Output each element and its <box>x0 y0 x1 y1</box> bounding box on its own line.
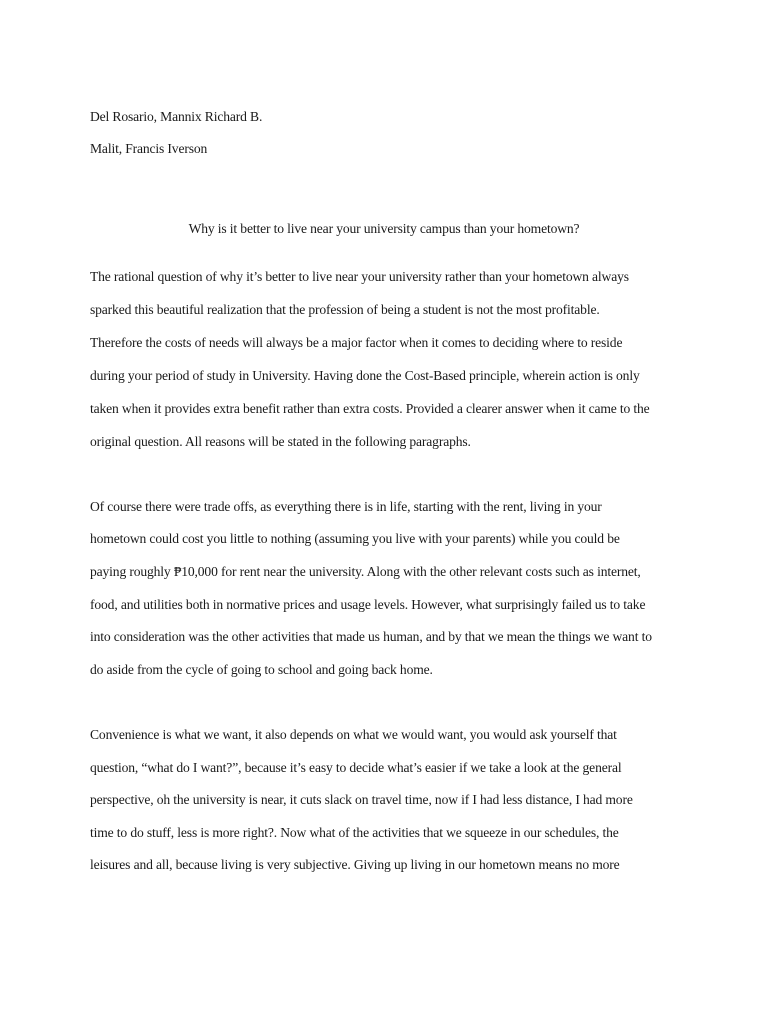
text-line: Convenience is what we want, it also depends on what we would want, you would ask yourself that <box>90 727 617 742</box>
text-line: hometown could cost you little to nothing (assuming you live with your parents) while you could be <box>90 531 620 546</box>
text-line: paying roughly ₱10,000 for rent near the university. Along with the other relevant costs such as internet, <box>90 564 641 579</box>
author-name: Del Rosario, Mannix Richard B. <box>90 109 263 124</box>
text-line: during your period of study in University. Having done the Cost-Based principle, wherein action is only <box>90 368 640 383</box>
text-line: Of course there were trade offs, as everything there is in life, starting with the rent, living in your <box>90 499 602 514</box>
text-line: Therefore the costs of needs will always be a major factor when it comes to deciding where to reside <box>90 335 623 350</box>
text-line: time to do stuff, less is more right?. Now what of the activities that we squeeze in our schedules, the <box>90 825 619 840</box>
essay-title: Why is it better to live near your university campus than your hometown? <box>188 221 580 236</box>
text-line: original question. All reasons will be stated in the following paragraphs. <box>90 434 471 449</box>
text-line: do aside from the cycle of going to school and going back home. <box>90 662 433 677</box>
text-line: perspective, oh the university is near, it cuts slack on travel time, now if I had less distance, I had more <box>90 792 633 807</box>
text-line: taken when it provides extra benefit rather than extra costs. Provided a clearer answer when it came to the <box>90 401 650 416</box>
text-line: leisures and all, because living is very subjective. Giving up living in our hometown means no more <box>90 857 620 872</box>
text-line: into consideration was the other activities that made us human, and by that we mean the things we want to <box>90 629 652 644</box>
text-line: food, and utilities both in normative prices and usage levels. However, what surprisingly failed us to take <box>90 597 646 612</box>
text-line: question, “what do I want?”, because it’s easy to decide what’s easier if we take a look at the general <box>90 760 622 775</box>
author-name: Malit, Francis Iverson <box>90 141 208 156</box>
text-line: sparked this beautiful realization that the profession of being a student is not the most profitable. <box>90 302 600 317</box>
text-line: The rational question of why it’s better to live near your university rather than your hometown always <box>90 269 629 284</box>
